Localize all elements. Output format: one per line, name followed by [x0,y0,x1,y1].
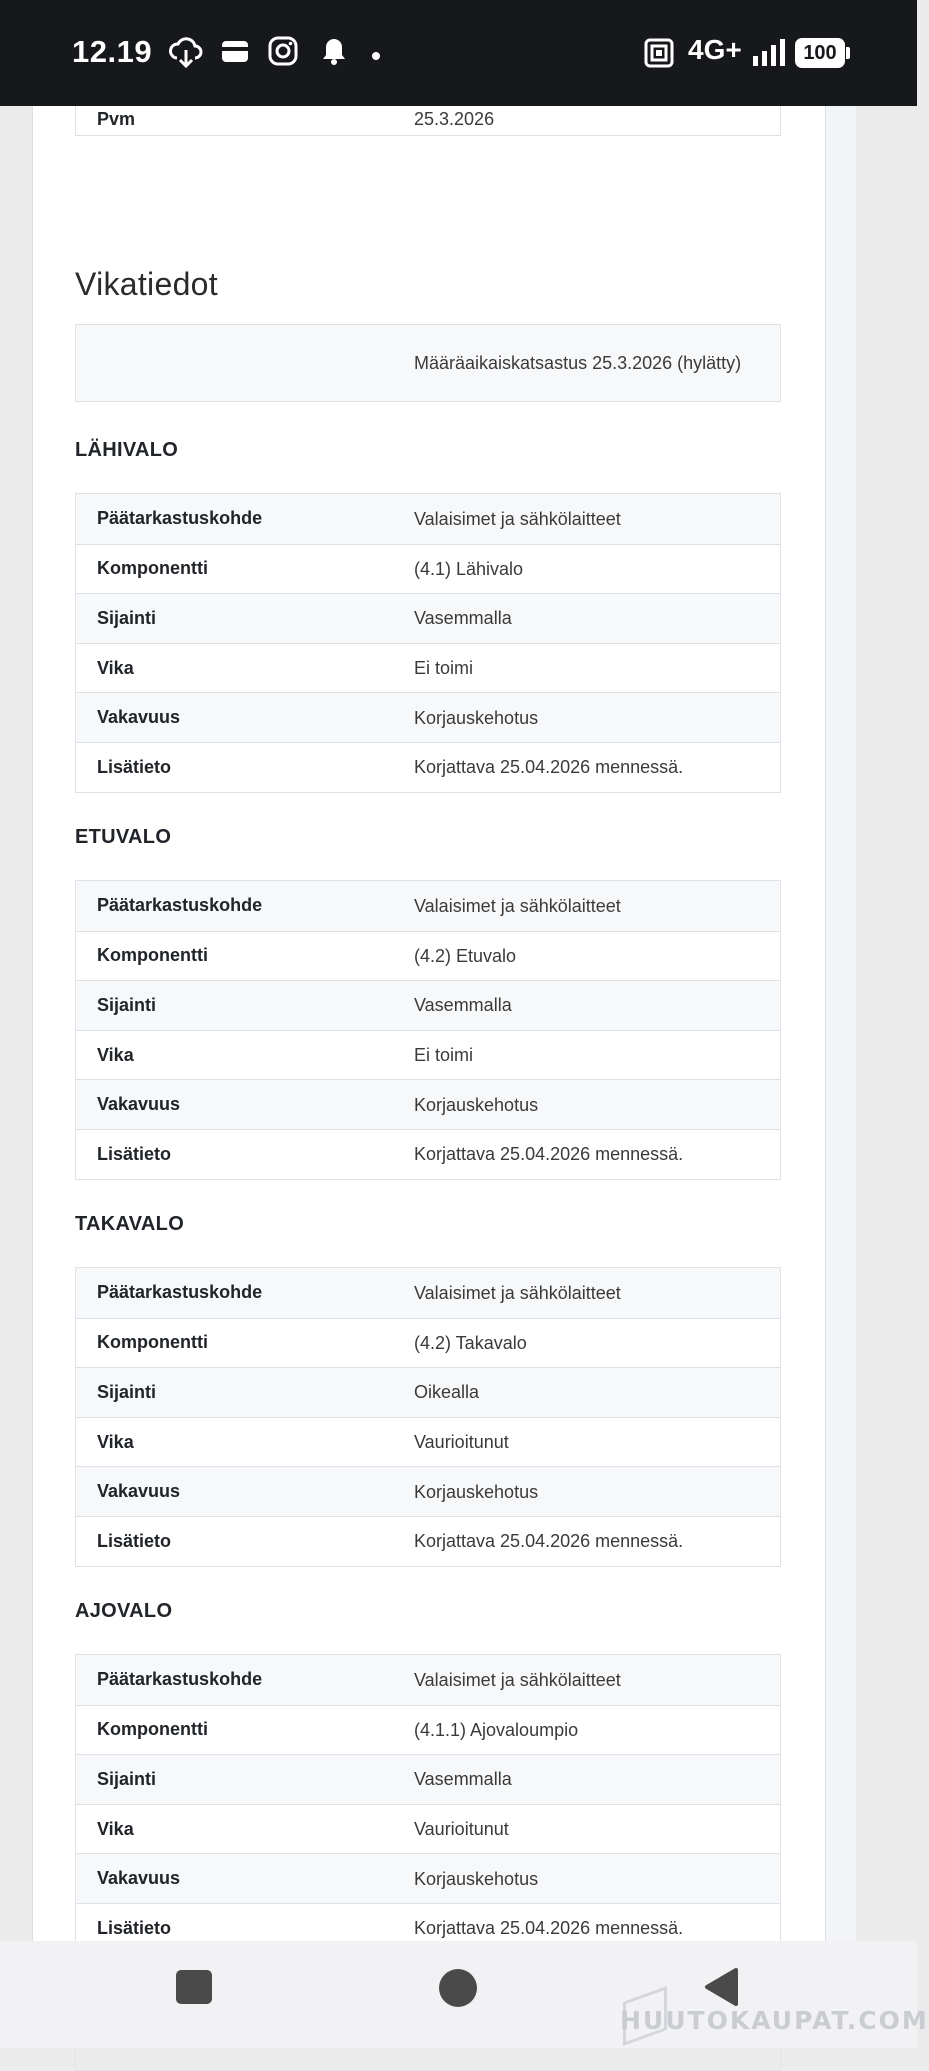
row-value: Vaurioitunut [414,1432,509,1453]
row-value: (4.2) Etuvalo [414,945,517,966]
row-value: Korjauskehotus [414,1094,539,1115]
table-row [76,1516,780,1566]
row-key: Vika [97,1818,134,1839]
table-row [76,1367,780,1417]
row-value: Vasemmalla [414,1769,512,1790]
row-value: 25.3.2026 [414,109,495,129]
row-key: Komponentti [97,1719,208,1740]
row-value: Korjauskehotus [414,1481,539,1502]
cloud-icon [168,36,204,75]
wallet-icon [220,36,250,71]
content-card [32,86,826,1986]
row-key: Vika [97,657,134,678]
row-value: Valaisimet ja sähkölaitteet [414,508,621,529]
row-value: Vasemmalla [414,608,512,629]
table-row [76,1417,780,1467]
row-value: Korjattava 25.04.2026 mennessä. [414,1918,684,1939]
table-row [76,931,780,981]
signal-icon [752,38,786,71]
row-value: Korjattava 25.04.2026 mennessä. [414,757,684,778]
recent-apps-button[interactable] [176,1970,212,2004]
row-key: Lisätieto [97,1917,172,1938]
battery-cap [846,47,850,59]
row-key: Komponentti [97,945,208,966]
fault-heading: TAKAVALO [75,1213,185,1235]
row-value: Valaisimet ja sähkölaitteet [414,895,621,916]
table-row [76,980,780,1030]
fault-table [75,493,781,793]
row-value: Korjattava 25.04.2026 mennessä. [414,1531,684,1552]
table-row [76,1030,780,1080]
fault-heading: ETUVALO [75,826,172,848]
table-row [76,1129,780,1179]
row-key: Päätarkastuskohde [97,1282,263,1303]
row-value: Ei toimi [414,1045,474,1066]
page-viewport[interactable] [0,106,917,1941]
row-key: Vakavuus [97,707,181,728]
summary-table [75,324,781,402]
row-key: Komponentti [97,1332,208,1353]
fault-table [75,1267,781,1567]
row-key: Päätarkastuskohde [97,1669,263,1690]
row-key: Sijainti [97,607,157,628]
notification-bell-icon [320,36,348,71]
more-dot-icon [371,48,381,66]
row-value: Korjauskehotus [414,707,539,728]
fault-heading: AJOVALO [75,1600,173,1622]
instagram-icon [268,36,298,71]
row-value: (4.1.1) Ajovaloumpio [414,1719,579,1740]
fault-heading: LÄHIVALO [75,439,179,461]
row-key [76,325,414,401]
row-value: Vaurioitunut [414,1819,509,1840]
row-key: Päätarkastuskohde [97,895,263,916]
table-row [76,692,780,742]
table-row [76,325,780,401]
row-key: Vika [97,1044,134,1065]
row-value: Vasemmalla [414,995,512,1016]
table-row [76,1804,780,1854]
row-value: Korjattava 25.04.2026 mennessä. [414,1144,684,1165]
table-row [76,1853,780,1903]
row-value: Ei toimi [414,658,474,679]
row-key: Päätarkastuskohde [97,508,263,529]
row-value: Valaisimet ja sähkölaitteet [414,1669,621,1690]
row-value: Oikealla [414,1382,480,1403]
row-key: Sijainti [97,994,157,1015]
row-key: Vakavuus [97,1481,181,1502]
battery-icon: 100 [795,38,845,68]
table-row [76,1754,780,1804]
table-row [76,1655,780,1705]
fault-table [75,880,781,1180]
back-button[interactable] [703,1967,739,2012]
table-row [76,1318,780,1368]
table-row [76,1466,780,1516]
fault-table [75,1654,781,1954]
table-row [76,643,780,693]
row-value: Määräaikaiskatsastus 25.3.2026 (hylätty) [414,353,742,373]
row-value: Valaisimet ja sähkölaitteet [414,1282,621,1303]
nfc-icon [644,38,674,73]
table-row [76,593,780,643]
table-row [76,881,780,931]
page-title: Vikatiedot [75,266,218,302]
status-time: 12.19 [72,34,153,69]
row-key: Sijainti [97,1768,157,1789]
row-value: (4.2) Takavalo [414,1332,527,1353]
table-row [76,1268,780,1318]
table-row [76,544,780,594]
network-type: 4G+ [688,34,742,65]
table-row [76,742,780,792]
row-key: Vika [97,1431,134,1452]
table-row [76,1079,780,1129]
row-key: Vakavuus [97,1094,181,1115]
row-key: Komponentti [97,558,208,579]
row-key: Vakavuus [97,1868,181,1889]
row-key: Lisätieto [97,1530,172,1551]
watermark-text: HUUTOKAUPAT.COM [620,2006,929,2035]
table-row [76,494,780,544]
table-row [76,1705,780,1755]
row-key: Sijainti [97,1381,157,1402]
row-key: Pvm [97,108,136,129]
row-value: (4.1) Lähivalo [414,558,524,579]
status-bar [0,0,917,106]
row-key: Lisätieto [97,1143,172,1164]
row-key: Lisätieto [97,756,172,777]
row-value: Korjauskehotus [414,1868,539,1889]
home-button[interactable] [439,1969,477,2007]
side-gutter [826,106,856,1941]
